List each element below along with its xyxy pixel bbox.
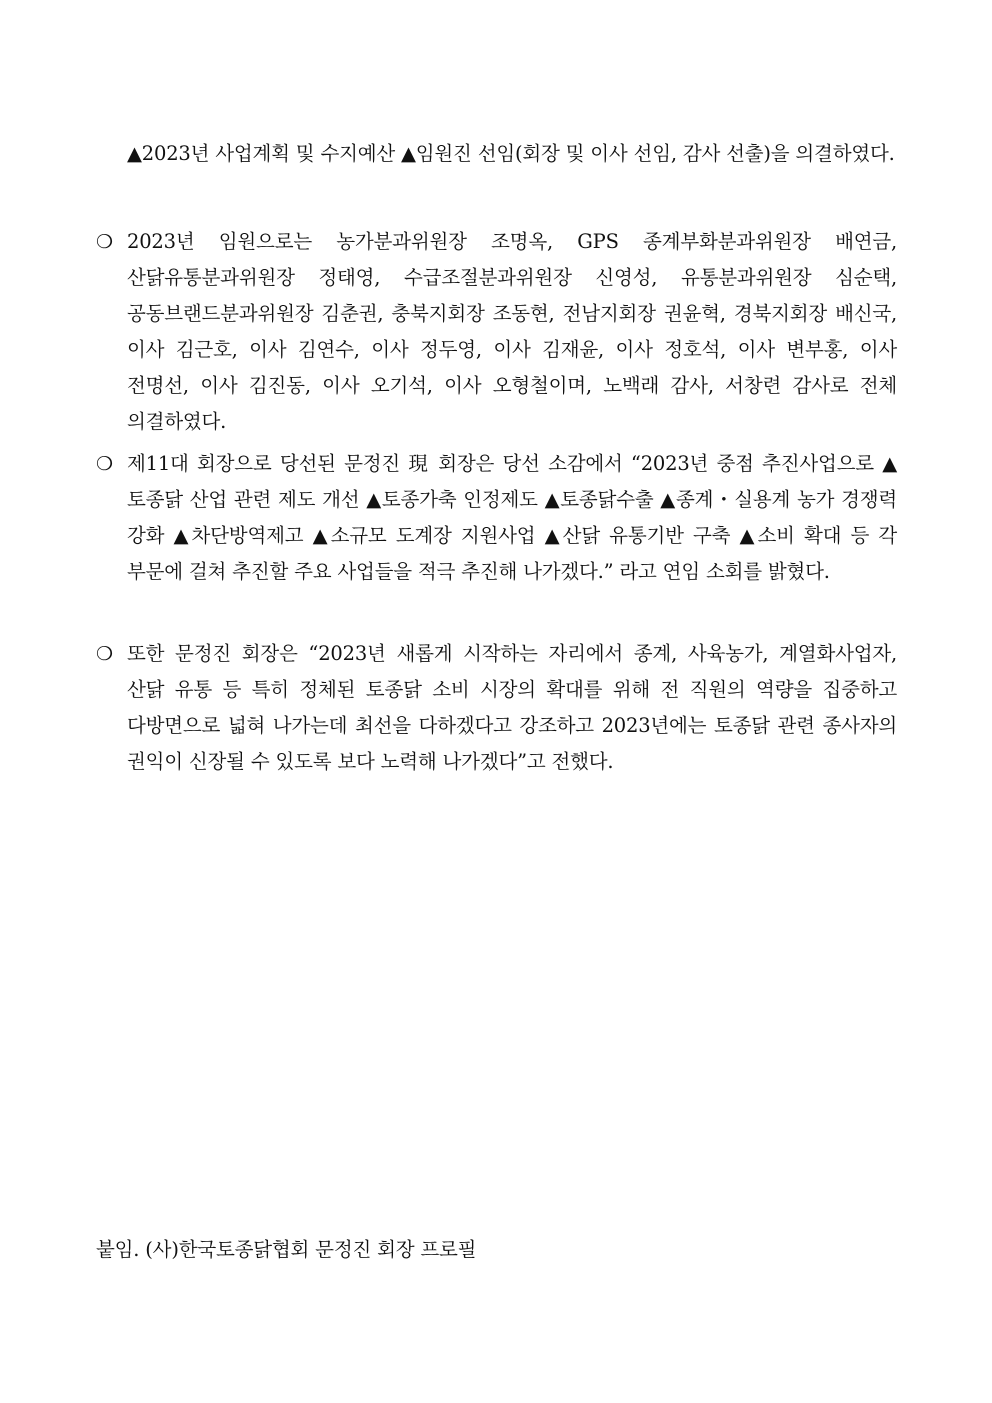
circle-bullet-icon: ❍ — [96, 643, 114, 665]
attachment-note: 붙임. (사)한국토종닭협회 문정진 회장 프로필 — [96, 1238, 477, 1261]
paragraph-officers: 2023년 임원으로는 농가분과위원장 조명옥, GPS 종계부화분과위원장 배연금, 산닭유통분과위원장 정태영, 수급조절분과위원장 신영성, 유통분과위원장 심순택, 공동브랜드분과위원장 김춘권, 충북지회장 조동현, 전남지회장 권윤혁, 경북지회장 배신국, 이사 김근호, 이사 김연수, 이사 정두영, 이사 김재윤, 이사 정호석, 이사 변부홍, 이사 전명선, 이사 김진동, 이사 오기석, 이사 오형철이며, 노백래 감사, 서창련 감사로 전체 의결하였다. — [127, 230, 897, 433]
intro-paragraph: ▲2023년 사업계획 및 수지예산 ▲임원진 선임(회장 및 이사 선임, 감사 선출)을 의결하였다. — [127, 142, 895, 165]
paragraph-chairman-remarks: 제11대 회장으로 당선된 문정진 現 회장은 당선 소감에서 “2023년 중점 추진사업으로 ▲토종닭 산업 관련 제도 개선 ▲토종가축 인정제도 ▲토종닭수출 ▲종계・실용계 농가 경쟁력 강화 ▲차단방역제고 ▲소규모 도계장 지원사업 ▲산닭 유통기반 구축 ▲소비 확대 등 각 부문에 걸쳐 추진할 주요 사업들을 적극 추진해 나가겠다.” 라고 연임 소회를 밝혔다. — [127, 452, 897, 583]
circle-bullet-icon: ❍ — [96, 231, 114, 253]
paragraph-chairman-statement: 또한 문정진 회장은 “2023년 새롭게 시작하는 자리에서 종계, 사육농가, 계열화사업자, 산닭 유통 등 특히 정체된 토종닭 소비 시장의 확대를 위해 전 직원의 역량을 집중하고 다방면으로 넓혀 나가는데 최선을 다하겠다고 강조하고 2023년에는 토종닭 관련 종사자의 권익이 신장될 수 있도록 보다 노력해 나가겠다”고 전했다. — [127, 642, 897, 773]
circle-bullet-icon: ❍ — [96, 453, 114, 475]
